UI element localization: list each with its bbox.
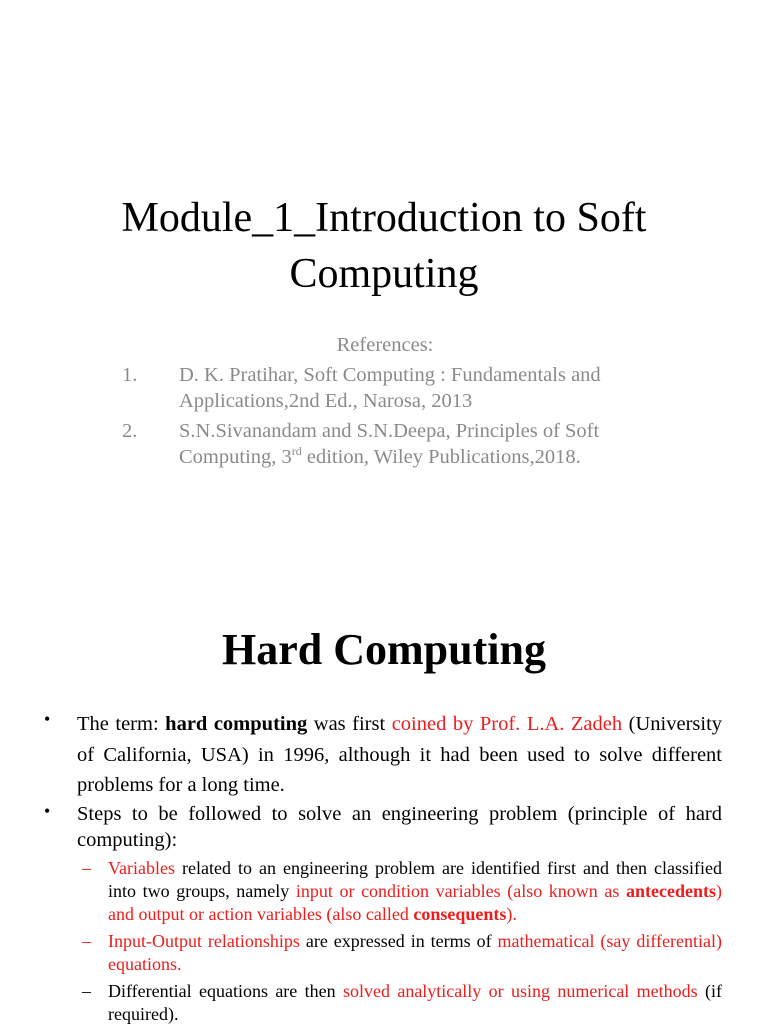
bold-term: antecedents	[626, 880, 716, 901]
highlight-text: mathematical (say differential) equations.	[108, 930, 722, 974]
reference-line-part: edition, Wiley Publications,2018.	[301, 446, 581, 468]
sub-bullet-item	[82, 857, 722, 926]
bold-term: hard computing	[165, 713, 308, 735]
text-span: are expressed in terms of	[299, 930, 498, 951]
text-span: was first	[307, 713, 392, 735]
reference-number: 2.	[122, 420, 138, 442]
reference-item	[110, 362, 670, 414]
reference-line: D. K. Pratihar, Soft Computing : Fundamentals and	[179, 364, 601, 386]
text-span: (University of California, USA) in 1996, although it had been used to solve different problems for a long time.	[77, 713, 723, 796]
text-span: (if required).	[108, 980, 722, 1024]
highlight-text: Variables	[108, 857, 175, 878]
reference-text	[179, 418, 670, 470]
dash-marker: –	[82, 980, 91, 1001]
references-heading: References:	[336, 334, 434, 356]
text-span: Differential equations are then	[108, 980, 343, 1001]
reference-number: 1.	[122, 364, 138, 386]
bullet-text: Steps to be followed to solve an engineering problem (principle of hard computing):	[77, 802, 722, 851]
highlight-text: solved analytically or using numerical methods	[342, 980, 698, 1001]
bullet-item	[42, 709, 722, 801]
reference-line: S.N.Sivanandam and S.N.Deepa, Principles of Soft	[179, 420, 600, 442]
sub-bullet-text	[108, 980, 722, 1026]
reference-line: Applications,2nd Ed., Narosa, 2013	[179, 390, 473, 412]
sub-bullet-text	[108, 930, 722, 976]
highlight-text: input or condition variables (also known as	[295, 880, 627, 901]
highlight-text: )	[716, 880, 722, 901]
highlight-text: Input-Output relationships	[108, 930, 300, 951]
highlight-text: coined by Prof. L.A. Zadeh	[391, 713, 623, 735]
highlight-text: .	[512, 903, 517, 924]
bullet-marker: •	[44, 800, 51, 821]
dash-marker: –	[82, 930, 91, 951]
bold-term: consequents	[413, 903, 507, 924]
sub-bullet-text	[108, 857, 722, 926]
dash-marker: –	[82, 857, 91, 878]
title-line-1: Module_1_Introduction to Soft	[121, 195, 647, 241]
bullet-text	[77, 709, 722, 801]
reference-item	[110, 418, 670, 470]
highlight-text: )	[506, 903, 513, 924]
ordinal-superscript: rd	[291, 444, 302, 459]
bullet-marker: •	[44, 709, 51, 729]
text-span: The term:	[77, 713, 166, 735]
slide-2-content	[42, 709, 722, 1026]
sub-bullet-item	[82, 930, 722, 976]
references-block	[110, 332, 670, 474]
reference-text	[179, 362, 670, 414]
text-span: related to an engineering problem are identified first and then classified into two groups, namely	[108, 857, 722, 901]
sub-bullet-item	[82, 980, 722, 1026]
reference-line-part: Computing, 3	[179, 446, 292, 468]
highlight-text: and output or action variables (also called	[108, 903, 414, 924]
slide-2-title: Hard Computing	[222, 625, 546, 674]
bullet-item	[42, 801, 722, 853]
slide-1-title	[60, 190, 708, 302]
title-line-2: Computing	[289, 251, 479, 297]
